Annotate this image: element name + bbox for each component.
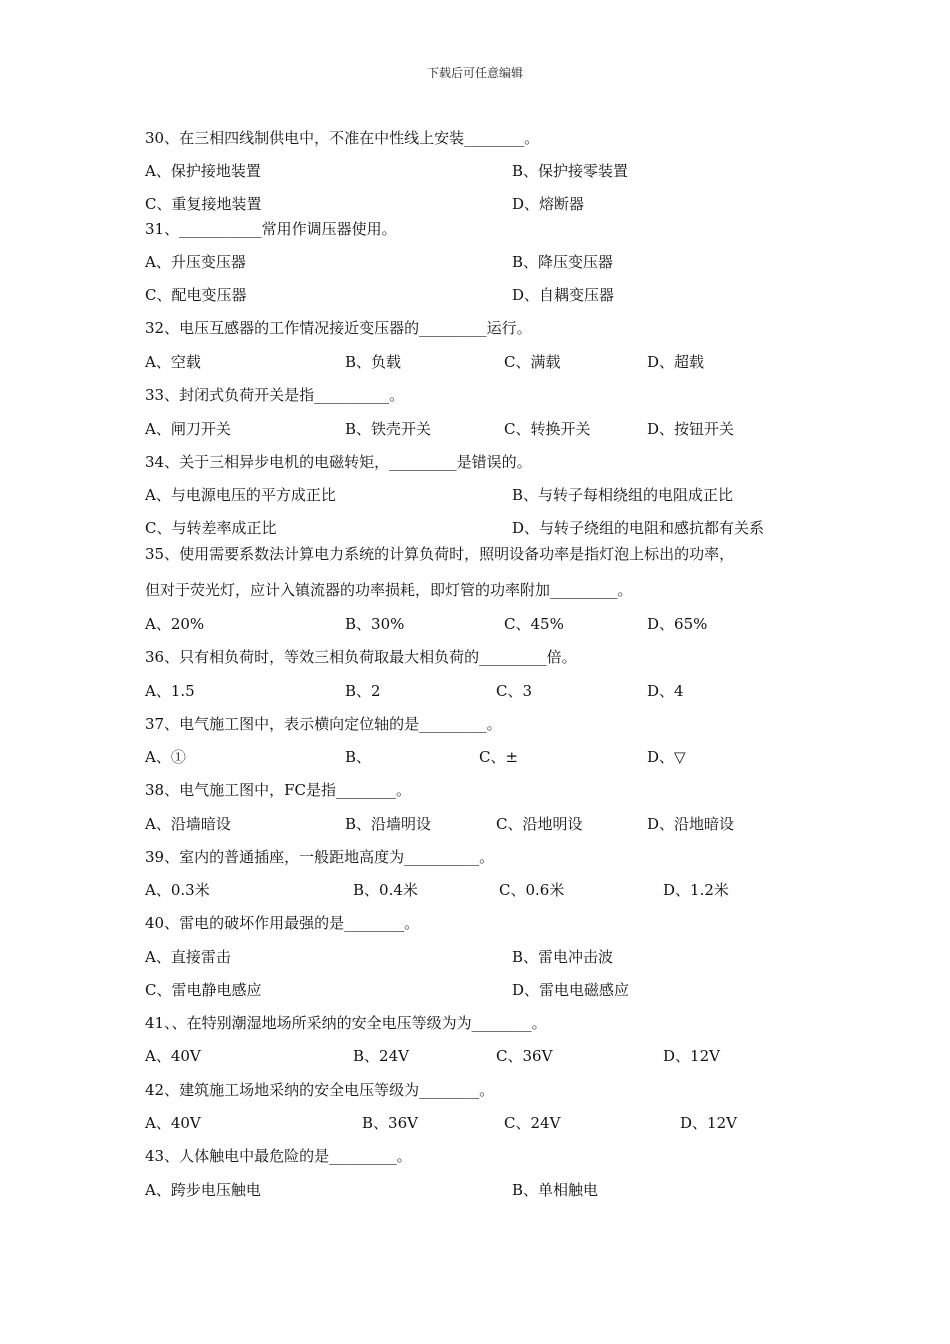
option-37-b: B、 <box>345 748 372 766</box>
option-30-c: C、重复接地装置 <box>145 195 262 213</box>
option-41-c: C、36V <box>496 1047 553 1065</box>
option-41-b: B、24V <box>353 1047 409 1065</box>
option-32-b: B、负载 <box>345 353 402 371</box>
option-37-d: D、▽ <box>647 748 686 766</box>
option-39-a: A、0.3米 <box>145 881 210 899</box>
question-35-line-2: 但对于荧光灯，应计入镇流器的功率损耗，即灯管的功率附加_________。 <box>145 581 633 599</box>
option-30-a: A、保护接地装置 <box>145 162 261 180</box>
option-40-a: A、直接雷击 <box>145 948 231 966</box>
option-34-a: A、与电源电压的平方成正比 <box>145 486 336 504</box>
option-36-a: A、1.5 <box>145 682 195 700</box>
option-35-d: D、65% <box>647 615 708 633</box>
option-33-b: B、铁壳开关 <box>345 420 432 438</box>
question-42: 42、建筑施工场地采纳的安全电压等级为________。 <box>145 1081 495 1099</box>
option-43-a: A、跨步电压触电 <box>145 1181 261 1199</box>
question-41: 41、、在特别潮湿地场所采纳的安全电压等级为为________。 <box>145 1014 547 1032</box>
option-36-c: C、3 <box>496 682 533 700</box>
option-35-a: A、20% <box>145 615 205 633</box>
page-header: 下载后可任意编辑 <box>426 66 523 80</box>
question-39: 39、室内的普通插座，一般距地高度为__________。 <box>145 848 495 866</box>
option-41-a: A、40V <box>145 1047 201 1065</box>
question-40: 40、雷电的破坏作用最强的是________。 <box>145 914 420 932</box>
option-32-c: C、满载 <box>504 353 561 371</box>
option-39-c: C、0.6米 <box>499 881 565 899</box>
question-38: 38、电气施工图中，FC是指________。 <box>145 781 411 799</box>
option-38-c: C、沿地明设 <box>496 815 583 833</box>
option-34-d: D、与转子绕组的电阻和感抗都有关系 <box>512 519 765 537</box>
option-32-d: D、超载 <box>647 353 705 371</box>
option-32-a: A、空载 <box>145 353 201 371</box>
option-36-b: B、2 <box>345 682 381 700</box>
option-38-d: D、沿地暗设 <box>647 815 735 833</box>
option-41-d: D、12V <box>663 1047 720 1065</box>
option-42-a: A、40V <box>145 1114 201 1132</box>
option-36-d: D、4 <box>647 682 684 700</box>
option-42-c: C、24V <box>504 1114 561 1132</box>
option-40-d: D、雷电电磁感应 <box>512 981 630 999</box>
option-38-a: A、沿墙暗设 <box>145 815 231 833</box>
option-40-c: C、雷电静电感应 <box>145 981 262 999</box>
question-31: 31、___________常用作调压器使用。 <box>145 220 397 238</box>
question-35-line-1: 35、使用需要系数法计算电力系统的计算负荷时，照明设备功率是指灯泡上标出的功率， <box>145 545 735 563</box>
option-43-b: B、单相触电 <box>512 1181 599 1199</box>
question-30: 30、在三相四线制供电中，不准在中性线上安装________。 <box>145 129 540 147</box>
option-30-d: D、熔断器 <box>512 195 585 213</box>
option-35-b: B、30% <box>345 615 405 633</box>
question-36: 36、只有相负荷时，等效三相负荷取最大相负荷的_________倍。 <box>145 648 577 666</box>
option-42-b: B、36V <box>362 1114 418 1132</box>
option-30-b: B、保护接零装置 <box>512 162 629 180</box>
option-33-a: A、闸刀开关 <box>145 420 231 438</box>
option-34-b: B、与转子每相绕组的电阻成正比 <box>512 486 734 504</box>
option-33-c: C、转换开关 <box>504 420 591 438</box>
option-31-c: C、配电变压器 <box>145 286 247 304</box>
question-37: 37、电气施工图中，表示横向定位轴的是_________。 <box>145 715 502 733</box>
option-38-b: B、沿墙明设 <box>345 815 432 833</box>
option-37-a: A、① <box>145 748 186 766</box>
option-31-d: D、自耦变压器 <box>512 286 615 304</box>
question-32: 32、电压互感器的工作情况接近变压器的_________运行。 <box>145 319 532 337</box>
question-43: 43、人体触电中最危险的是_________。 <box>145 1147 412 1165</box>
option-31-b: B、降压变压器 <box>512 253 614 271</box>
question-34: 34、关于三相异步电机的电磁转矩，_________是错误的。 <box>145 453 532 471</box>
option-39-b: B、0.4米 <box>353 881 418 899</box>
option-33-d: D、按钮开关 <box>647 420 735 438</box>
option-35-c: C、45% <box>504 615 564 633</box>
option-31-a: A、升压变压器 <box>145 253 246 271</box>
option-34-c: C、与转差率成正比 <box>145 519 277 537</box>
option-40-b: B、雷电冲击波 <box>512 948 614 966</box>
option-42-d: D、12V <box>680 1114 737 1132</box>
option-39-d: D、1.2米 <box>663 881 729 899</box>
option-37-c: C、± <box>479 748 519 766</box>
question-33: 33、封闭式负荷开关是指__________。 <box>145 386 405 404</box>
